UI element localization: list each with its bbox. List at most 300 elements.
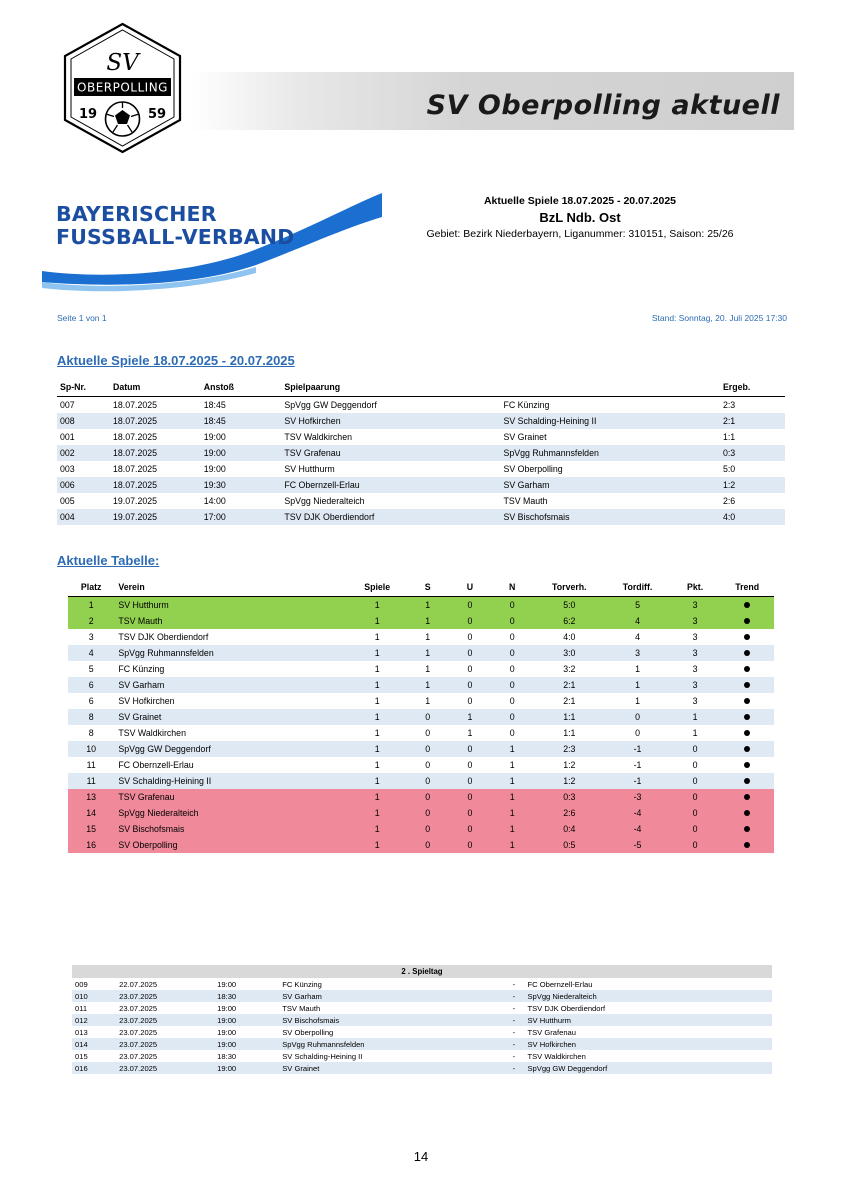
fixtures-section-title: Aktuelle Spiele 18.07.2025 - 20.07.2025	[57, 353, 295, 368]
table-row	[68, 741, 774, 757]
trend-dot-icon	[744, 746, 750, 752]
next-fixture-date: 23.07.2025	[116, 1014, 214, 1026]
standing-played: 1	[348, 693, 407, 709]
trend-dot-icon	[744, 650, 750, 656]
standing-draws: 0	[449, 757, 491, 773]
standing-played: 1	[348, 645, 407, 661]
trend-dot-icon	[744, 810, 750, 816]
standing-played: 1	[348, 741, 407, 757]
standing-goals: 1:1	[533, 725, 605, 741]
bfv-logo-text	[56, 203, 294, 249]
standing-club: SpVgg Ruhmannsfelden	[114, 645, 347, 661]
next-fixture-home: FC Künzing	[282, 979, 322, 989]
next-fixture-number: 012	[72, 1014, 116, 1026]
next-fixture-number: 015	[75, 1051, 88, 1061]
standing-club: FC Künzing	[114, 661, 347, 677]
next-fixture-date: 23.07.2025	[116, 1038, 214, 1050]
next-fixture-separator: -	[503, 1014, 524, 1026]
table-row	[57, 509, 785, 525]
meta-date-range: Aktuelle Spiele 18.07.2025 - 20.07.2025	[483, 195, 677, 207]
standing-wins: 1	[407, 693, 449, 709]
next-fixture-away: TSV Grafenau	[527, 1027, 577, 1037]
standing-goaldiff: -5	[605, 837, 669, 853]
standings-table	[68, 580, 774, 853]
standing-club: SV Garham	[114, 677, 347, 693]
standing-trend	[720, 757, 774, 773]
table-row	[68, 805, 774, 821]
bfv-line-2: FUSSBALL-VERBAND	[56, 224, 295, 249]
standing-trend	[720, 709, 774, 725]
next-fixture-separator: -	[512, 1027, 516, 1037]
next-fixture-away: TSV Waldkirchen	[527, 1051, 586, 1061]
standing-trend	[720, 645, 774, 661]
table-row	[57, 429, 785, 445]
next-fixture-separator: -	[503, 990, 524, 1002]
fixture-time: 19:00	[201, 445, 282, 461]
standing-draws: 0	[449, 821, 491, 837]
standing-points: 3	[670, 629, 721, 645]
svg-text:59: 59	[147, 107, 167, 122]
standing-played: 1	[348, 789, 407, 805]
svg-text:SV: SV	[106, 50, 139, 76]
standings-col-losses: N	[491, 580, 533, 597]
fixture-number: 002	[57, 445, 110, 461]
standing-losses: 0	[491, 613, 533, 629]
next-fixture-time: 19:00	[214, 1014, 279, 1026]
standings-col-trend: Trend	[720, 580, 774, 597]
standing-played: 1	[348, 629, 407, 645]
fixture-date: 19.07.2025	[110, 509, 201, 525]
fixture-time: 19:30	[201, 477, 282, 493]
standing-goaldiff: 1	[605, 661, 669, 677]
standing-losses: 0	[491, 725, 533, 741]
standing-club: FC Obernzell-Erlau	[114, 757, 347, 773]
fixture-number: 007	[60, 400, 75, 410]
fixtures-col-result: Ergeb.	[720, 380, 785, 397]
next-fixture-separator: -	[503, 1038, 524, 1050]
next-fixture-home: SV Schalding-Heining II	[282, 1051, 363, 1061]
fixture-result: 1:1	[722, 432, 736, 442]
standing-wins: 0	[407, 837, 449, 853]
next-fixture-number: 010	[72, 990, 116, 1002]
fixture-time: 17:00	[201, 509, 282, 525]
fixture-away: FC Künzing	[503, 400, 550, 410]
bfv-line-1: BAYERISCHER	[56, 202, 217, 226]
trend-dot-icon	[744, 698, 750, 704]
next-fixture-separator: -	[512, 1003, 516, 1013]
next-fixture-away: SpVgg Niederalteich	[524, 990, 772, 1002]
standing-draws: 0	[449, 677, 491, 693]
standing-draws: 0	[449, 837, 491, 853]
standing-points: 3	[670, 693, 721, 709]
standing-wins: 0	[407, 741, 449, 757]
standing-points: 3	[670, 597, 721, 614]
fixture-home: SpVgg Niederalteich	[284, 496, 365, 506]
standing-position: 4	[68, 645, 114, 661]
standing-goals: 3:0	[533, 645, 605, 661]
fixtures-col-number: Sp-Nr.	[57, 380, 110, 397]
meta-league-name: BzL Ndb. Ost	[539, 210, 621, 225]
standing-club: TSV Mauth	[114, 613, 347, 629]
table-row	[68, 789, 774, 805]
standing-goaldiff: 0	[605, 725, 669, 741]
fixtures-col-pairing: Spielpaarung	[281, 380, 500, 397]
standing-position: 11	[68, 773, 114, 789]
standing-club: SV Oberpolling	[114, 837, 347, 853]
fixture-time: 14:00	[203, 496, 226, 506]
standing-goals: 2:1	[533, 677, 605, 693]
table-row	[72, 978, 772, 990]
standing-wins: 1	[407, 661, 449, 677]
standing-wins: 0	[407, 805, 449, 821]
table-row	[68, 709, 774, 725]
fixture-home: TSV DJK Oberdiendorf	[281, 509, 500, 525]
fixture-time: 18:45	[203, 400, 226, 410]
fixture-away: SV Garham	[500, 477, 719, 493]
fixture-time: 18:45	[201, 413, 282, 429]
next-fixture-date: 23.07.2025	[116, 990, 214, 1002]
standing-trend	[720, 805, 774, 821]
standing-goals: 1:1	[533, 709, 605, 725]
table-row	[57, 397, 785, 414]
standing-points: 3	[670, 677, 721, 693]
fixture-home: SV Hutthurm	[284, 464, 335, 474]
fixture-date: 18.07.2025	[113, 400, 158, 410]
standings-col-draws: U	[449, 580, 491, 597]
standing-goaldiff: -4	[605, 821, 669, 837]
fixture-time: 19:00	[203, 432, 226, 442]
standing-points: 0	[670, 821, 721, 837]
standing-played: 1	[348, 725, 407, 741]
standings-section-title: Aktuelle Tabelle:	[57, 553, 160, 568]
next-fixture-away: SpVgg GW Deggendorf	[524, 1062, 772, 1074]
standing-goaldiff: -4	[605, 805, 669, 821]
standing-played: 1	[348, 821, 407, 837]
fixture-away: TSV Mauth	[503, 496, 548, 506]
standing-played: 1	[348, 837, 407, 853]
trend-dot-icon	[744, 778, 750, 784]
page-header	[0, 0, 842, 165]
fixture-home: FC Obernzell-Erlau	[281, 477, 500, 493]
standing-position: 15	[68, 821, 114, 837]
standing-position: 16	[68, 837, 114, 853]
standing-draws: 1	[449, 725, 491, 741]
trend-dot-icon	[744, 826, 750, 832]
standing-trend	[720, 725, 774, 741]
table-row	[68, 661, 774, 677]
standing-goals: 0:4	[533, 821, 605, 837]
trend-dot-icon	[744, 666, 750, 672]
standing-position: 11	[68, 757, 114, 773]
standing-losses: 1	[491, 821, 533, 837]
standing-trend	[720, 837, 774, 853]
trend-dot-icon	[744, 634, 750, 640]
fixture-home: TSV Grafenau	[281, 445, 500, 461]
standing-points: 3	[670, 645, 721, 661]
fixture-home: SV Hofkirchen	[281, 413, 500, 429]
standing-wins: 0	[407, 789, 449, 805]
next-fixture-time: 19:00	[217, 1003, 237, 1013]
table-row	[68, 821, 774, 837]
standing-losses: 1	[491, 741, 533, 757]
fixtures-col-date: Datum	[110, 380, 201, 397]
next-fixture-separator: -	[503, 1062, 524, 1074]
standing-trend	[720, 741, 774, 757]
fixtures-table	[57, 380, 785, 525]
standing-trend	[720, 677, 774, 693]
standings-col-goals: Torverh.	[533, 580, 605, 597]
fixtures-header-row	[57, 380, 785, 397]
standing-goals: 1:2	[533, 773, 605, 789]
standing-trend	[720, 613, 774, 629]
standing-losses: 1	[491, 805, 533, 821]
fixture-date: 18.07.2025	[110, 477, 201, 493]
next-fixture-away: SV Hofkirchen	[524, 1038, 772, 1050]
fixture-result: 2:3	[722, 400, 736, 410]
standing-points: 0	[670, 757, 721, 773]
fixture-home: TSV Waldkirchen	[284, 432, 352, 442]
next-fixture-number: 013	[75, 1027, 88, 1037]
standing-losses: 0	[491, 645, 533, 661]
table-row	[57, 461, 785, 477]
standing-trend	[720, 597, 774, 614]
standing-wins: 1	[407, 629, 449, 645]
standing-losses: 1	[491, 773, 533, 789]
standing-draws: 0	[449, 773, 491, 789]
next-matchday-section	[0, 965, 842, 1074]
fixture-number: 006	[57, 477, 110, 493]
next-fixture-date: 23.07.2025	[119, 1003, 158, 1013]
standing-trend	[720, 661, 774, 677]
table-row	[68, 613, 774, 629]
standing-draws: 0	[449, 629, 491, 645]
standing-club: TSV DJK Oberdiendorf	[114, 629, 347, 645]
standing-wins: 1	[407, 677, 449, 693]
standing-position: 14	[68, 805, 114, 821]
standing-draws: 1	[449, 709, 491, 725]
standing-draws: 0	[449, 661, 491, 677]
standing-losses: 0	[491, 693, 533, 709]
trend-dot-icon	[744, 682, 750, 688]
standings-col-wins: S	[407, 580, 449, 597]
fixture-date: 19.07.2025	[113, 496, 158, 506]
next-fixture-number: 009	[75, 979, 88, 989]
standing-wins: 0	[407, 725, 449, 741]
standing-goals: 5:0	[533, 597, 605, 614]
trend-dot-icon	[744, 618, 750, 624]
standing-points: 1	[670, 725, 721, 741]
table-row	[57, 477, 785, 493]
standing-goaldiff: 4	[605, 613, 669, 629]
fixture-result: 1:2	[720, 477, 785, 493]
fixture-date: 18.07.2025	[113, 464, 158, 474]
table-row	[57, 413, 785, 429]
standing-wins: 0	[407, 709, 449, 725]
standing-losses: 0	[491, 661, 533, 677]
standing-losses: 0	[491, 597, 533, 614]
next-fixture-date: 23.07.2025	[119, 1027, 158, 1037]
standing-goaldiff: -3	[605, 789, 669, 805]
next-fixture-time: 19:00	[214, 1038, 279, 1050]
fixture-result: 2:6	[722, 496, 736, 506]
table-row	[68, 677, 774, 693]
next-fixture-away: SV Hutthurm	[524, 1014, 772, 1026]
fixture-result: 5:0	[722, 464, 736, 474]
fixture-result: 2:1	[720, 413, 785, 429]
page-number: 14	[413, 1149, 429, 1164]
standing-goals: 2:3	[533, 741, 605, 757]
page-indicator: Seite 1 von 1	[57, 313, 107, 323]
standing-position: 3	[68, 629, 114, 645]
table-row	[72, 1014, 772, 1026]
standing-played: 1	[348, 613, 407, 629]
standing-trend	[720, 789, 774, 805]
fixture-number: 004	[57, 509, 110, 525]
standing-wins: 1	[407, 613, 449, 629]
standing-club: TSV Grafenau	[114, 789, 347, 805]
fixture-date: 18.07.2025	[110, 413, 201, 429]
standing-trend	[720, 693, 774, 709]
standing-club: SpVgg Niederalteich	[114, 805, 347, 821]
standings-header-row	[68, 580, 774, 597]
standing-club: TSV Waldkirchen	[114, 725, 347, 741]
standing-goaldiff: 5	[605, 597, 669, 614]
standing-losses: 0	[491, 709, 533, 725]
standing-goaldiff: 3	[605, 645, 669, 661]
standing-position: 8	[68, 709, 114, 725]
meta-row	[0, 313, 842, 333]
standing-trend	[720, 629, 774, 645]
bfv-block	[0, 187, 842, 307]
fixture-time: 19:00	[203, 464, 226, 474]
trend-dot-icon	[744, 730, 750, 736]
fixture-result: 4:0	[720, 509, 785, 525]
trend-dot-icon	[744, 794, 750, 800]
table-row	[57, 493, 785, 509]
standing-goaldiff: -1	[605, 741, 669, 757]
trend-dot-icon	[744, 602, 750, 608]
standing-losses: 1	[491, 789, 533, 805]
next-fixture-number: 016	[72, 1062, 116, 1074]
next-matchday-caption-row	[72, 965, 772, 978]
standings-col-points: Pkt.	[670, 580, 721, 597]
fixture-away: SV Oberpolling	[503, 464, 563, 474]
standing-played: 1	[348, 709, 407, 725]
next-fixture-time: 18:30	[214, 990, 279, 1002]
fixture-date: 18.07.2025	[113, 432, 158, 442]
standing-wins: 1	[407, 597, 449, 614]
standing-points: 3	[670, 613, 721, 629]
standing-goals: 2:1	[533, 693, 605, 709]
standing-played: 1	[348, 661, 407, 677]
next-fixture-date: 22.07.2025	[119, 979, 158, 989]
standing-draws: 0	[449, 805, 491, 821]
standing-played: 1	[348, 597, 407, 614]
svg-text:OBERPOLLING: OBERPOLLING	[77, 80, 168, 95]
next-fixture-time: 18:30	[217, 1051, 237, 1061]
standing-played: 1	[348, 757, 407, 773]
standing-goals: 3:2	[533, 661, 605, 677]
fixture-away: SV Grainet	[503, 432, 547, 442]
standing-position: 10	[68, 741, 114, 757]
bfv-logo	[42, 187, 382, 292]
standing-trend	[720, 821, 774, 837]
next-fixture-home: SV Grainet	[279, 1062, 503, 1074]
standings-col-goaldiff: Tordiff.	[605, 580, 669, 597]
standing-club: SpVgg GW Deggendorf	[114, 741, 347, 757]
table-row	[72, 990, 772, 1002]
trend-dot-icon	[744, 762, 750, 768]
standing-points: 0	[670, 789, 721, 805]
standings-col-position: Platz	[68, 580, 114, 597]
standing-wins: 1	[407, 645, 449, 661]
fixture-away: SV Bischofsmais	[500, 509, 719, 525]
next-matchday-caption: 2 . Spieltag	[72, 965, 772, 978]
table-row	[72, 1062, 772, 1074]
fixtures-col-away	[500, 380, 719, 397]
svg-text:19: 19	[78, 107, 98, 122]
timestamp-stand: Stand: Sonntag, 20. Juli 2025 17:30	[651, 313, 787, 323]
next-fixture-home: SV Oberpolling	[282, 1027, 334, 1037]
standing-goals: 6:2	[533, 613, 605, 629]
standing-played: 1	[348, 773, 407, 789]
next-fixture-home: SV Bischofsmais	[279, 1014, 503, 1026]
next-fixture-away: FC Obernzell-Erlau	[527, 979, 593, 989]
standing-club: SV Hofkirchen	[114, 693, 347, 709]
table-row	[72, 1002, 772, 1014]
next-fixture-time: 19:00	[217, 1027, 237, 1037]
next-fixture-number: 011	[75, 1003, 88, 1013]
standing-position: 5	[68, 661, 114, 677]
trend-dot-icon	[744, 842, 750, 848]
standing-points: 0	[670, 805, 721, 821]
standing-points: 0	[670, 773, 721, 789]
next-fixture-date: 23.07.2025	[119, 1051, 158, 1061]
standing-wins: 0	[407, 757, 449, 773]
next-fixture-time: 19:00	[214, 1062, 279, 1074]
standing-club: SV Schalding-Heining II	[114, 773, 347, 789]
next-fixture-time: 19:00	[217, 979, 237, 989]
fixture-number: 005	[60, 496, 75, 506]
table-row	[68, 597, 774, 614]
standing-club: SV Hutthurm	[114, 597, 347, 614]
standing-position: 6	[68, 693, 114, 709]
next-fixture-date: 23.07.2025	[116, 1062, 214, 1074]
table-row	[68, 773, 774, 789]
fixture-number: 008	[57, 413, 110, 429]
standing-goaldiff: 4	[605, 629, 669, 645]
next-fixture-home: TSV Mauth	[282, 1003, 321, 1013]
standing-wins: 0	[407, 773, 449, 789]
page-title: SV Oberpolling aktuell	[426, 90, 780, 121]
standing-trend	[720, 773, 774, 789]
table-row	[57, 445, 785, 461]
fixture-away: SV Schalding-Heining II	[500, 413, 719, 429]
standing-position: 2	[68, 613, 114, 629]
standing-draws: 0	[449, 693, 491, 709]
next-fixture-number: 014	[72, 1038, 116, 1050]
next-fixture-home: SV Garham	[279, 990, 503, 1002]
standing-losses: 1	[491, 757, 533, 773]
standing-goals: 0:5	[533, 837, 605, 853]
table-row	[68, 693, 774, 709]
standing-played: 1	[348, 805, 407, 821]
fixture-number: 001	[60, 432, 75, 442]
table-row	[72, 1050, 772, 1062]
fixture-result: 0:3	[720, 445, 785, 461]
next-fixture-separator: -	[512, 1051, 516, 1061]
meta-league-details: Gebiet: Bezirk Niederbayern, Liganummer: 310151, Saison: 25/26	[426, 228, 734, 240]
